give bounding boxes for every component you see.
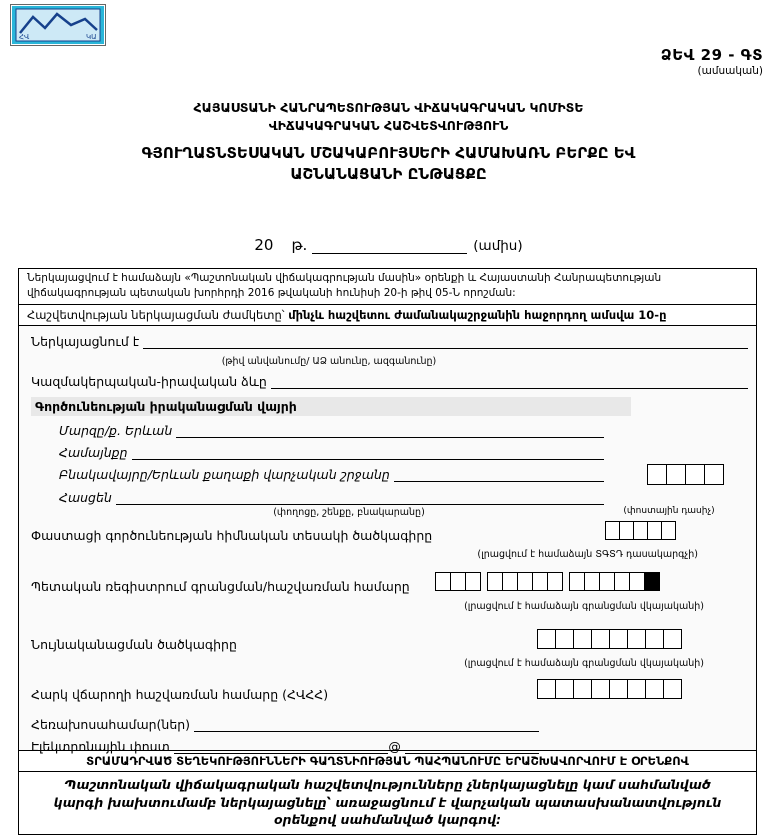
legal-basis-row <box>19 269 756 305</box>
activity-code-cells[interactable] <box>605 521 676 540</box>
date-line <box>0 236 777 254</box>
code-cell[interactable] <box>465 572 481 591</box>
tin-label: Հարկ վճարողի հաշվառման համարը (ՀՎՀՀ) <box>31 687 329 703</box>
code-cell[interactable] <box>502 572 518 591</box>
address-row <box>59 490 604 505</box>
code-cell[interactable] <box>599 572 615 591</box>
header-block <box>0 100 777 183</box>
armstat-logo <box>10 4 106 50</box>
settlement-input-line[interactable] <box>394 468 604 482</box>
code-cell[interactable] <box>663 629 682 649</box>
code-cell[interactable] <box>591 679 610 699</box>
code-cell-group <box>435 572 481 591</box>
phone-row <box>31 717 539 732</box>
svg-text:ՀՎ: ՀՎ <box>19 33 30 41</box>
form-code-block <box>661 46 763 77</box>
code-cell[interactable] <box>555 679 574 699</box>
activity-code-caption: (լրացվում է համաձայն ՏԳՏԴ դասակարգչի) <box>477 549 698 561</box>
code-cell[interactable] <box>584 572 600 591</box>
tin-cells[interactable] <box>537 679 682 699</box>
code-cell-group <box>487 572 563 591</box>
postal-caption: (փոստային դասիչ) <box>623 506 715 517</box>
email-row <box>31 739 539 754</box>
code-cell[interactable] <box>573 679 592 699</box>
state-register-label: Պետական ռեգիստրում գրանցման/հաշվառման համարը <box>31 579 410 595</box>
activity-code-label: Փաստացի գործունեության հիմնական տեսակի ծածկագիրը <box>31 528 433 544</box>
code-cell[interactable] <box>591 629 610 649</box>
deadline-value: մինչև հաշվետու ժամանակաշրջանին հաջորդող ամսվա 10-ը <box>288 308 667 323</box>
presented-by-label: Ներկայացնում է <box>31 334 140 350</box>
deadline-row <box>19 305 756 326</box>
code-cell[interactable] <box>645 629 664 649</box>
committee-name: ՀԱՅԱՍՏԱՆԻ ՀԱՆՐԱՊԵՏՈՒԹՅԱՆ ՎԻՃԱԿԱԳՐԱԿԱՆ ԿՈՄԻՏԵ <box>193 100 584 115</box>
code-cell[interactable] <box>537 679 556 699</box>
month-label: (ամիս) <box>473 238 523 254</box>
code-cell[interactable] <box>609 629 628 649</box>
code-cell[interactable] <box>605 521 620 540</box>
code-cell[interactable] <box>547 572 563 591</box>
form-title-line2: ԱՇՆԱՆԱՑԱՆԻ ԸՆԹԱՑՔԸ <box>290 165 487 183</box>
settlement-row <box>59 467 604 482</box>
form-title-line1: ԳՅՈՒՂԱՏՆՏԵՍԱԿԱՆ ՄՇԱԿԱԲՈՒՅՍԵՐԻ ՀԱՄԱԽԱՌՆ ԲԵՐՔԸ ԵՎ <box>141 144 636 162</box>
code-cell[interactable] <box>629 572 645 591</box>
presented-by-row <box>31 334 748 349</box>
code-cell-group <box>569 572 660 591</box>
report-type: ՎԻՃԱԿԱԳՐԱԿԱՆ ՀԱՇՎԵՏՎՈՒԹՅՈՒՆ <box>268 118 509 133</box>
form-code: ՁԵՎ 29 - ԳՏ <box>660 46 763 64</box>
code-cell[interactable] <box>532 572 548 591</box>
presented-by-input-line[interactable] <box>143 335 748 349</box>
code-cell[interactable] <box>614 572 630 591</box>
community-input-line[interactable] <box>132 446 605 460</box>
code-cell[interactable] <box>661 521 676 540</box>
code-cell[interactable] <box>435 572 451 591</box>
region-input-line[interactable] <box>176 424 604 438</box>
email-domain-input-line[interactable] <box>405 740 539 754</box>
email-local-input-line[interactable] <box>174 740 389 754</box>
address-input-line[interactable] <box>116 491 604 505</box>
armstat-chart-logo-icon <box>10 4 106 46</box>
code-cell-group <box>537 629 682 649</box>
form-periodicity: (ամսական) <box>697 65 763 77</box>
id-code-caption: (լրացվում է համաձայն գրանցման վկայականի) <box>464 658 704 670</box>
svg-text:ԿԱ: ԿԱ <box>86 33 97 41</box>
code-cell[interactable] <box>569 572 585 591</box>
legal-form-input-line[interactable] <box>271 375 748 389</box>
activity-place-heading: Գործունեության իրականացման վայրի <box>31 397 631 416</box>
code-cell-group <box>605 521 676 540</box>
code-cell[interactable] <box>685 464 705 485</box>
code-cell[interactable] <box>619 521 634 540</box>
code-cell[interactable] <box>645 679 664 699</box>
code-cell[interactable] <box>609 679 628 699</box>
code-cell[interactable] <box>666 464 686 485</box>
code-cell[interactable] <box>627 679 646 699</box>
phone-label: Հեռախոսահամար(ներ) <box>31 717 191 733</box>
confidentiality-row: ՏՐԱՄԱԴՐՎԱԾ ՏԵՂԵԿՈՒԹՅՈՒՆՆԵՐԻ ԳԱՂՏՆԻՈՒԹՅԱՆ ՊԱՀՊԱՆՈՒՄԸ ԵՐԱՇԽԱՎՈՐՎՈՒՄ Է ՕՐԵՆՔՈՎ <box>19 750 756 772</box>
code-cell[interactable] <box>517 572 533 591</box>
email-label: Էլեկտրոնային փոստ <box>31 739 170 755</box>
month-input-line[interactable] <box>312 238 467 254</box>
code-cell[interactable] <box>663 679 682 699</box>
code-cell[interactable] <box>647 464 667 485</box>
community-row <box>59 445 604 460</box>
code-cell-group <box>537 679 682 699</box>
code-cell[interactable] <box>487 572 503 591</box>
region-label: Մարզը/ք. Երևան <box>59 423 173 439</box>
id-code-label: Նույնականացման ծածկագիրը <box>31 637 237 653</box>
year-suffix: թ. <box>291 236 308 254</box>
region-row <box>59 423 604 438</box>
address-caption: (փողոցը, շենքը, բնակարանը) <box>273 507 425 519</box>
code-cell[interactable] <box>647 521 662 540</box>
code-cell[interactable] <box>633 521 648 540</box>
code-cell-group <box>647 464 724 485</box>
legal-basis-text: Ներկայացվում է համաձայն «Պաշտոնական վիճակագրության մասին» օրենքի և Հայաստանի Հանրապետության վիճակագրության պետական խորհրդի 2016 թվականի հունիսի 20-ի թիվ 05-Ն որոշման: <box>27 272 662 300</box>
liability-warning: Պաշտոնական վիճակագրական հաշվետվությունները չներկայացնելը կամ սահմանված կարգի խախտումամբ ներկայացնելը՝ առաջացնում է վարչական պատասխանատվություն օրենքով սահմանված կարգով: <box>19 772 756 834</box>
code-cell[interactable] <box>644 572 660 591</box>
postal-cells[interactable] <box>647 464 724 485</box>
email-at-sign: @ <box>388 739 401 755</box>
address-label: Հասցեն <box>59 490 112 506</box>
legal-form-row <box>31 374 748 389</box>
state-register-cells[interactable] <box>435 572 660 591</box>
settlement-label: Բնակավայրը/Երևան քաղաքի վարչական շրջանը <box>59 467 390 483</box>
community-label: Համայնքը <box>59 445 128 461</box>
code-cell[interactable] <box>627 629 646 649</box>
deadline-label: Հաշվետվության ներկայացման ժամկետը՝ <box>27 308 289 323</box>
code-cell[interactable] <box>573 629 592 649</box>
presented-by-caption: (թիվ անվանումը/ ԱՁ անունը, ազգանունը) <box>221 356 437 368</box>
state-register-caption: (լրացվում է համաձայն գրանցման վկայականի) <box>464 601 704 613</box>
year-prefix: 20 <box>254 236 274 254</box>
legal-form-label: Կազմակերպական-իրավական ձևը <box>31 374 267 390</box>
id-code-cells[interactable] <box>537 629 682 649</box>
code-cell[interactable] <box>704 464 724 485</box>
code-cell[interactable] <box>537 629 556 649</box>
code-cell[interactable] <box>555 629 574 649</box>
code-cell[interactable] <box>450 572 466 591</box>
requisites-section <box>19 326 756 755</box>
form-body <box>18 268 757 835</box>
phone-input-line[interactable] <box>194 718 539 732</box>
